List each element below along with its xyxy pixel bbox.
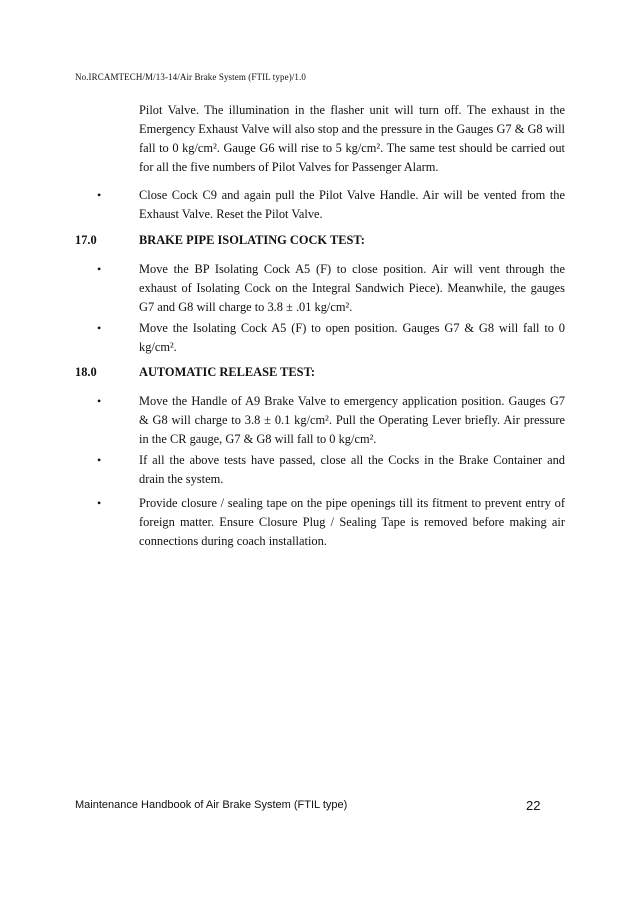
bullet-icon: • [97, 262, 102, 276]
bullet-icon: • [97, 496, 102, 510]
bullet-icon: • [97, 394, 102, 408]
section-heading-17 [75, 233, 365, 248]
page-number: 22 [526, 798, 541, 813]
footer-title: Maintenance Handbook of Air Brake System (FTIL type) [75, 799, 348, 811]
list-item [97, 392, 565, 449]
bullet-icon: • [97, 188, 102, 202]
list-item-text: Move the BP Isolating Cock A5 (F) to close position. Air will vent through the exhaust of Isolating Cock on the Integral Sandwich Piece). Meanwhile, the gauges G7 and G8 will charge to 3.8 ± .01 kg/cm². [139, 262, 565, 314]
list-item-text: Move the Handle of A9 Brake Valve to emergency application position. Gauges G7 & G8 will charge to 3.8 ± 0.1 kg/cm². Pull the Operating Lever briefly. Air pressure in the CR gauge, G7 & G8 will fall to 0 kg/cm². [139, 394, 565, 446]
list-item-text: Close Cock C9 and again pull the Pilot Valve Handle. Air will be vented from the Exhaust Valve. Reset the Pilot Valve. [139, 188, 565, 221]
bullet-icon: • [97, 321, 102, 335]
section-title: BRAKE PIPE ISOLATING COCK TEST: [139, 233, 365, 247]
list-item [97, 260, 565, 317]
intro-paragraph: Pilot Valve. The illumination in the flasher unit will turn off. The exhaust in the Emergency Exhaust Valve will also stop and the pressure in the Gauges G7 & G8 will fall to 0 kg/cm². Gauge G6 will rise to 5 kg/cm². The same test should be carried out for all the five numbers of Pilot Valves for Passenger Alarm. [139, 103, 565, 174]
section-number: 17.0 [75, 233, 97, 247]
section-heading-18 [75, 365, 315, 380]
list-item [97, 186, 565, 224]
list-item-text: Provide closure / sealing tape on the pipe openings till its fitment to prevent entry of foreign matter. Ensure Closure Plug / Sealing Tape is removed before making air connections during coach installation. [139, 496, 565, 548]
document-reference-header: No.IRCAMTECH/M/13-14/Air Brake System (FTIL type)/1.0 [75, 72, 306, 82]
list-item [97, 494, 565, 551]
section-number: 18.0 [75, 365, 97, 379]
list-item-text: Move the Isolating Cock A5 (F) to open position. Gauges G7 & G8 will fall to 0 kg/cm². [139, 321, 565, 354]
section-title: AUTOMATIC RELEASE TEST: [139, 365, 316, 379]
bullet-icon: • [97, 453, 102, 467]
list-item-text: If all the above tests have passed, close all the Cocks in the Brake Container and drain the system. [139, 453, 565, 486]
list-item [97, 319, 565, 357]
list-item [97, 451, 565, 489]
